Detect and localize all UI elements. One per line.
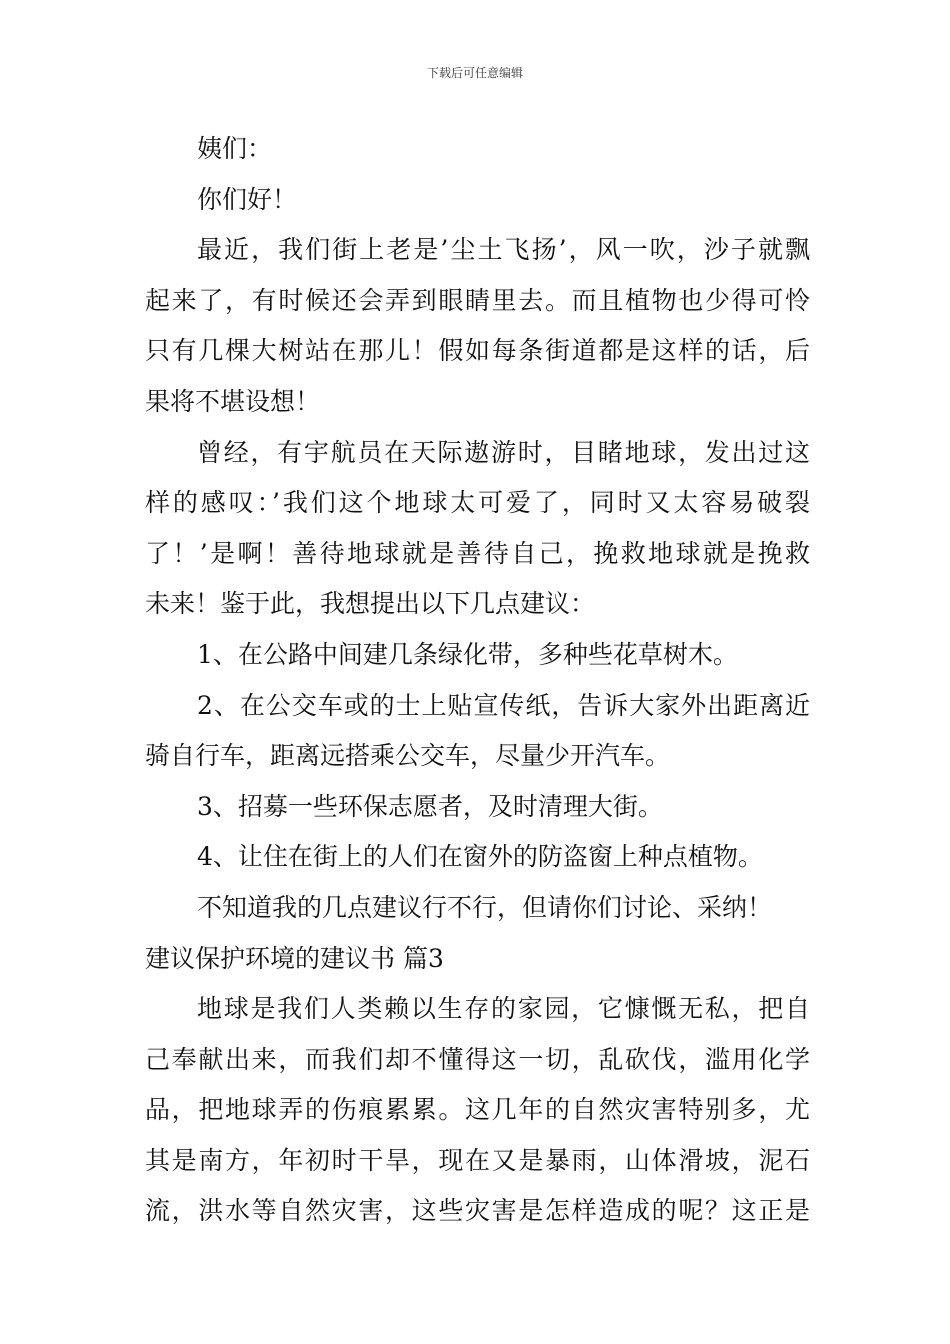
suggestion-item: 4、让住在街上的人们在窗外的防盗窗上种点植物。 [197,842,763,872]
suggestion-item: 1、在公路中间建几条绿化带，多种些花草树木。 [197,639,738,669]
paragraph-line: 曾经，有宇航员在天际遨游时，目睹地球，发出过这 [197,437,810,467]
suggestion-item: 3、招募一些环保志愿者，及时清理大街。 [197,791,663,821]
document-body [145,124,810,1237]
paragraph-line: 果将不堪设想！ [145,386,321,416]
paragraph-line: 其是南方，年初时干旱，现在又是暴雨，山体滑坡，泥石 [145,1145,810,1175]
paragraph-line: 只有几棵大树站在那儿！假如每条街道都是这样的话，后 [145,336,810,366]
paragraph-line: 最近，我们街上老是’尘土飞扬’，风一吹，沙子就飘 [197,235,810,265]
suggestion-item: 2、在公交车或的士上贴宣传纸，告诉大家外出距离近 [197,690,810,720]
paragraph-line: 品，把地球弄的伤痕累累。这几年的自然灾害特别多，尤 [145,1095,810,1125]
paragraph-line: 了！’是啊！善待地球就是善待自己，挽救地球就是挽救 [145,538,810,568]
section-heading: 建议保护环境的建议书 篇3 [145,943,444,973]
closing-line: 不知道我的几点建议行不行，但请你们讨论、采纳！ [197,892,773,922]
paragraph-line: 流，洪水等自然灾害，这些灾害是怎样造成的呢？这正是 [145,1196,810,1226]
greeting-line: 你们好！ [197,184,298,214]
salutation-line: 姨们： [197,134,273,163]
paragraph-line: 己奉献出来，而我们却不懂得这一切，乱砍伐，滥用化学 [145,1044,810,1074]
paragraph-line: 地球是我们人类赖以生存的家园，它慷慨无私，把自 [197,994,810,1024]
paragraph-line: 起来了，有时候还会弄到眼睛里去。而且植物也少得可怜 [145,285,810,315]
paragraph-line: 未来！鉴于此，我想提出以下几点建议： [145,589,596,619]
paragraph-line: 样的感叹：’我们这个地球太可爱了，同时又太容易破裂 [145,488,810,518]
header-note: 下载后可任意编辑 [426,66,523,80]
suggestion-item-continued: 骑自行车，距离远搭乘公交车，尽量少开汽车。 [145,741,671,771]
